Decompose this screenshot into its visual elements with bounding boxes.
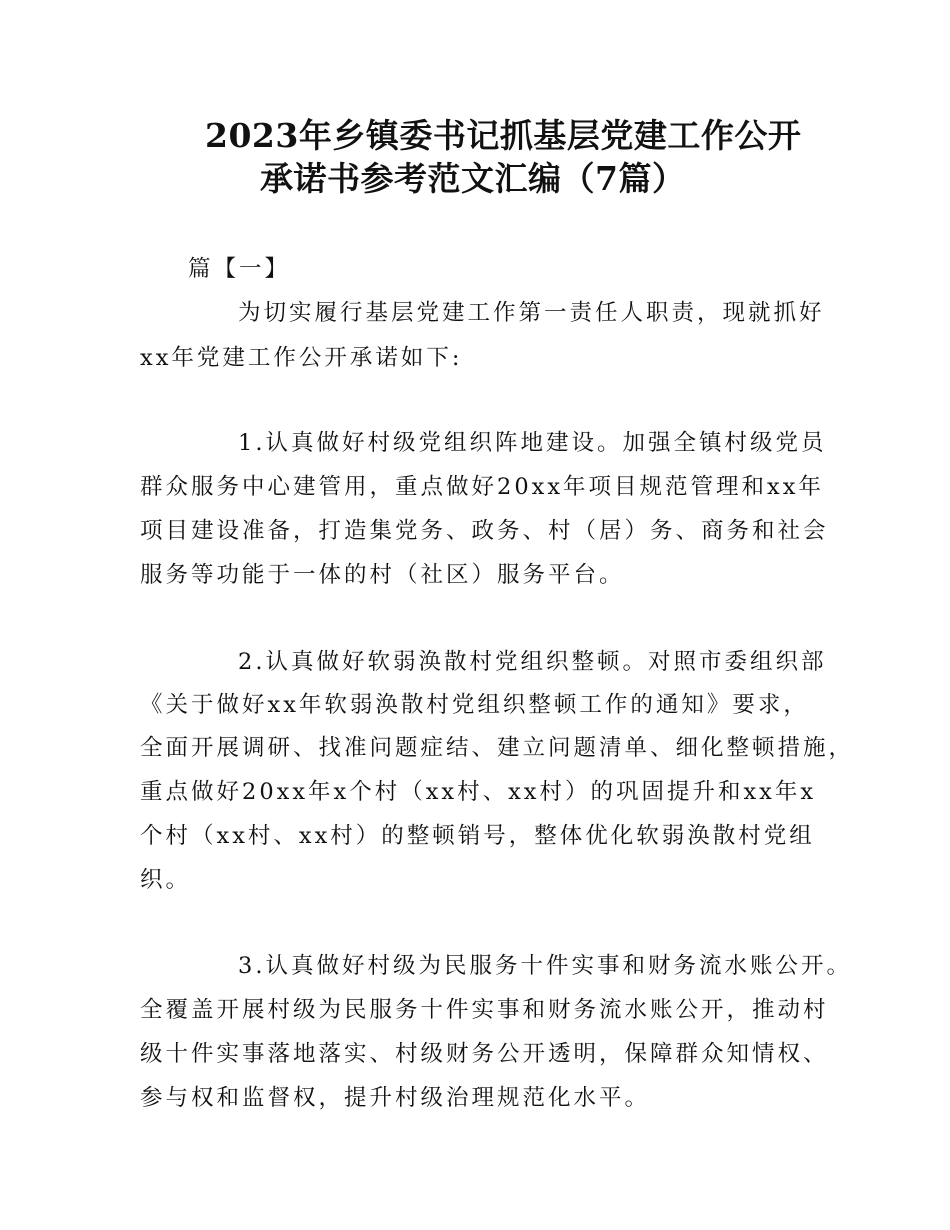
item2-line-2: 《关于做好xx年软弱涣散村党组织整顿工作的通知》要求， [140, 692, 809, 718]
item2-line-1: 2.认真做好软弱涣散村党组织整顿。对照市委组织部 [238, 649, 827, 675]
item1-line-3: 项目建设准备，打造集党务、政务、村（居）务、商务和社会 [140, 518, 829, 544]
item3-line-2: 全覆盖开展村级为民服务十件实事和财务流水账公开，推动村 [140, 997, 829, 1023]
item1-line-2: 群众服务中心建管用，重点做好20xx年项目规范管理和xx年 [140, 474, 824, 500]
item3-line-4: 参与权和监督权，提升村级治理规范化水平。 [140, 1085, 651, 1111]
item2-line-4: 重点做好20xx年x个村（xx村、xx村）的巩固提升和xx年x [140, 779, 817, 805]
intro-line-2: xx年党建工作公开承诺如下: [140, 345, 463, 371]
item1-line-4: 服务等功能于一体的村（社区）服务平台。 [140, 562, 625, 588]
document-title-line-2: 承诺书参考范文汇编（7篇） [260, 159, 686, 198]
item2-line-3: 全面开展调研、找准问题症结、建立问题清单、细化整顿措施， [140, 735, 855, 761]
document-title-line-1: 2023年乡镇委书记抓基层党建工作公开 [205, 116, 802, 155]
intro-line-1: 为切实履行基层党建工作第一责任人职责，现就抓好 [238, 300, 825, 326]
item2-line-5: 个村（xx村、xx村）的整顿销号，整体优化软弱涣散村党组 [140, 823, 815, 849]
item1-line-1: 1.认真做好村级党组织阵地建设。加强全镇村级党员 [238, 430, 827, 456]
section-heading: 篇【一】 [188, 256, 291, 282]
item2-line-6: 织。 [140, 867, 192, 893]
item3-line-1: 3.认真做好村级为民服务十件实事和财务流水账公开。 [238, 953, 852, 979]
item3-line-3: 级十件实事落地落实、村级财务公开透明，保障群众知情权、 [140, 1041, 829, 1067]
